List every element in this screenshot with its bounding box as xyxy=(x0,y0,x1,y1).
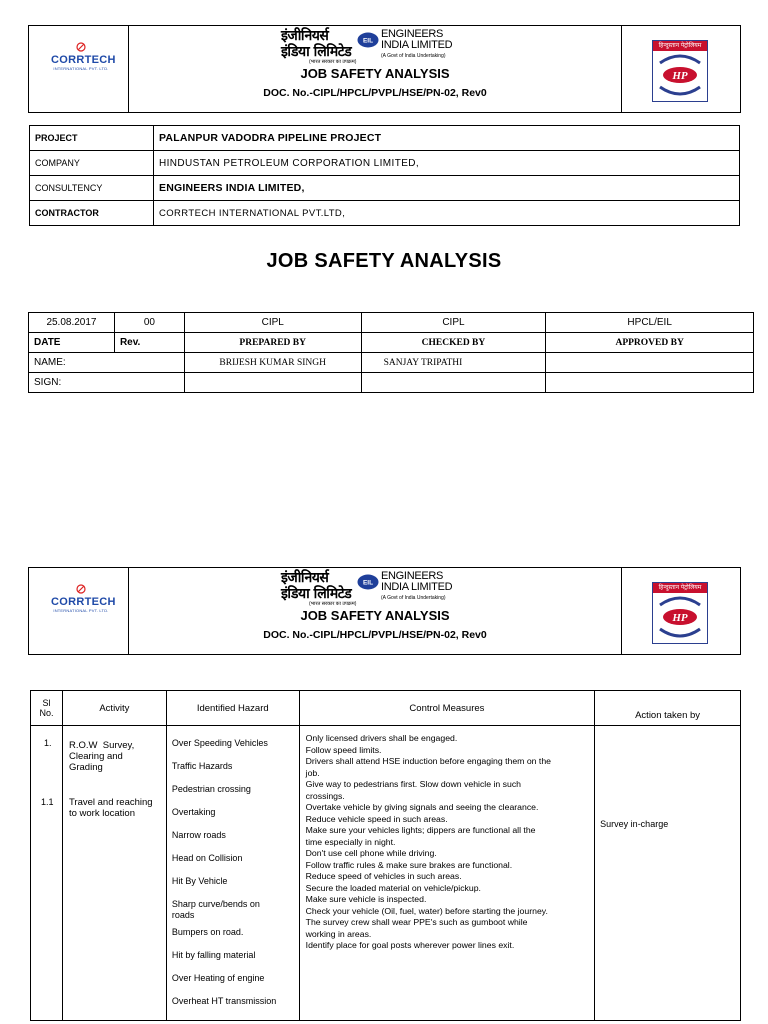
control-measure-line: time especially in night. xyxy=(305,836,396,847)
approval-row-names xyxy=(29,353,754,373)
hazard-table-header xyxy=(31,691,741,726)
hazard-item: Pedestrian crossing xyxy=(171,784,251,794)
hazard-table xyxy=(30,690,741,1021)
control-measure-line: Follow speed limits. xyxy=(305,744,382,755)
control-measure-line: Identify place for goal posts wherever power lines exit. xyxy=(305,940,515,950)
rev-label: Rev. xyxy=(114,333,184,353)
company-row xyxy=(30,151,740,176)
activity-name: Travel and reaching to work location xyxy=(68,797,153,819)
hp-logo-cell xyxy=(621,26,740,112)
company-value: HINDUSTAN PETROLEUM CORPORATION LIMITED, xyxy=(154,151,740,176)
control-measure-line: Reduce speed of vehicles in such areas. xyxy=(305,871,462,881)
prepared-org: CIPL xyxy=(184,313,361,333)
prepared-by-label: PREPARED BY xyxy=(184,333,361,353)
approval-table xyxy=(28,312,754,393)
col-sl-no: Sl No. xyxy=(31,691,63,726)
hp-logo: हिन्दुस्तान पेट्रोलियम HP xyxy=(652,40,708,102)
approved-by-label: APPROVED BY xyxy=(546,333,754,353)
prepared-by-name: BRIJESH KUMAR SINGH xyxy=(184,353,361,373)
name-label: NAME: xyxy=(29,353,185,373)
date-label: DATE xyxy=(29,333,115,353)
eil-emblem-icon xyxy=(357,32,379,48)
main-title: JOB SAFETY ANALYSIS xyxy=(266,250,502,272)
control-measure-line: Secure the loaded material on vehicle/pickup. xyxy=(305,882,481,893)
control-measure-line: Drivers shall attend HSE induction before engaging them on the xyxy=(305,756,551,766)
control-measure-line: job. xyxy=(305,767,320,778)
document-title: JOB SAFETY ANALYSIS xyxy=(300,608,450,623)
col-control-measures: Control Measures xyxy=(299,691,595,726)
activity-name: R.O.W Survey, Clearing and Grading xyxy=(68,740,135,773)
document-header-page2 xyxy=(28,567,741,655)
corrtech-logo-cell xyxy=(29,26,129,112)
sl-no-cell xyxy=(31,726,63,1021)
control-measure-line: Make sure vehicle is inspected. xyxy=(305,894,427,904)
date-value: 25.08.2017 xyxy=(29,313,115,333)
col-action-taken-by: Action taken by xyxy=(595,691,741,726)
control-measure-line: Reduce vehicle speed in such areas. xyxy=(305,813,448,824)
svg-text:EIL: EIL xyxy=(362,579,374,587)
corrtech-logo: CORRTECH INTERNATIONAL PVT. LTD. xyxy=(51,584,111,613)
hazard-item: Overtaking xyxy=(171,807,216,817)
control-measures-cell xyxy=(299,726,595,1021)
corrtech-mark-icon xyxy=(76,584,86,594)
approval-row-sign xyxy=(29,373,754,393)
hazard-item: Sharp curve/bends on roads xyxy=(171,899,260,920)
control-measure-line: Check your vehicle (Oil, fuel, water) before starting the journey. xyxy=(305,905,548,916)
hp-emblem-icon xyxy=(653,593,707,643)
hazard-item: Traffic Hazards xyxy=(171,761,233,771)
control-measure-line: crossings. xyxy=(305,790,345,801)
control-measure-line: Overtake vehicle by giving signals and seeing the clearance. xyxy=(305,802,539,812)
project-info-table xyxy=(29,125,740,226)
consultency-label: CONSULTENCY xyxy=(30,176,154,201)
consultency-value: ENGINEERS INDIA LIMITED, xyxy=(154,176,740,201)
sl-no: 1. xyxy=(44,738,52,748)
svg-text:EIL: EIL xyxy=(362,37,374,45)
activity-cell xyxy=(62,726,166,1021)
project-label: PROJECT xyxy=(30,126,154,151)
control-measure-line: working in areas. xyxy=(305,928,372,939)
hazard-item: Hit By Vehicle xyxy=(171,876,228,886)
corrtech-mark-icon xyxy=(76,42,86,52)
approved-org: HPCL/EIL xyxy=(546,313,754,333)
consultency-row xyxy=(30,176,740,201)
hazard-item: Bumpers on road. xyxy=(171,927,244,937)
contractor-row xyxy=(30,201,740,226)
col-activity: Activity xyxy=(62,691,166,726)
checked-org: CIPL xyxy=(361,313,546,333)
rev-value: 00 xyxy=(114,313,184,333)
project-row xyxy=(30,126,740,151)
hazard-item: Over Speeding Vehicles xyxy=(171,738,268,748)
eil-logo: इंजीनियर्स इंडिया लिमिटेड EIL ENGINEERS INDIA LIMITED (भारत सरकार का उपक्रम) (A Govt of India Undertaking) xyxy=(281,28,453,65)
control-measure-line: Only licensed drivers shall be engaged. xyxy=(305,733,458,743)
contractor-label: CONTRACTOR xyxy=(30,201,154,226)
control-measure-line: Don't use cell phone while driving. xyxy=(305,848,437,858)
contractor-value: CORRTECH INTERNATIONAL PVT.LTD, xyxy=(154,201,740,226)
document-title: JOB SAFETY ANALYSIS xyxy=(300,66,450,81)
company-label: COMPANY xyxy=(30,151,154,176)
approved-by-name xyxy=(546,353,754,373)
hp-logo: हिन्दुस्तान पेट्रोलियम HP xyxy=(652,582,708,644)
hazard-item: Head on Collision xyxy=(171,853,243,863)
checked-by-name: SANJAY TRIPATHI xyxy=(361,353,546,373)
hp-logo-cell xyxy=(621,568,740,654)
control-measure-line: The survey crew shall wear PPE's such as gumboot while xyxy=(305,917,528,927)
svg-text:HP: HP xyxy=(672,70,688,82)
document-number: DOC. No.-CIPL/HPCL/PVPL/HSE/PN-02, Rev0 xyxy=(263,629,487,641)
hazard-cell xyxy=(166,726,299,1021)
approval-row-values xyxy=(29,313,754,333)
corrtech-logo-cell xyxy=(29,568,129,654)
eil-emblem-icon xyxy=(357,574,379,590)
table-row xyxy=(31,726,741,1021)
sl-no: 1.1 xyxy=(41,797,54,807)
checked-by-label: CHECKED BY xyxy=(361,333,546,353)
control-measure-line: Follow traffic rules & make sure brakes are functional. xyxy=(305,859,513,870)
project-value: PALANPUR VADODRA PIPELINE PROJECT xyxy=(154,126,740,151)
control-measure-line: Give way to pedestrians first. Slow down vehicle in such xyxy=(305,779,522,789)
svg-text:HP: HP xyxy=(672,612,688,624)
document-number: DOC. No.-CIPL/HPCL/PVPL/HSE/PN-02, Rev0 xyxy=(263,87,487,99)
corrtech-logo: CORRTECH INTERNATIONAL PVT. LTD. xyxy=(51,42,111,71)
checked-by-sign xyxy=(361,373,546,393)
hazard-item: Hit by falling material xyxy=(171,950,256,960)
header-center xyxy=(129,568,621,654)
document-header xyxy=(28,25,741,113)
hazard-item: Narrow roads xyxy=(171,830,226,840)
sign-label: SIGN: xyxy=(29,373,185,393)
hazard-item: Overheat HT transmission xyxy=(171,996,277,1006)
action-cell xyxy=(595,726,741,1021)
eil-logo: इंजीनियर्स इंडिया लिमिटेड EIL ENGINEERS INDIA LIMITED (भारत सरकार का उपक्रम) (A Govt of India Undertaking) xyxy=(281,570,453,607)
action-taken-by: Survey in-charge xyxy=(600,819,669,829)
prepared-by-sign xyxy=(184,373,361,393)
header-center xyxy=(129,26,621,112)
col-identified-hazard: Identified Hazard xyxy=(166,691,299,726)
hazard-item: Over Heating of engine xyxy=(171,973,265,983)
hp-emblem-icon xyxy=(653,51,707,101)
control-measure-line: Make sure your vehicles lights; dippers are functional all the xyxy=(305,825,536,835)
approval-row-headers xyxy=(29,333,754,353)
approved-by-sign xyxy=(546,373,754,393)
